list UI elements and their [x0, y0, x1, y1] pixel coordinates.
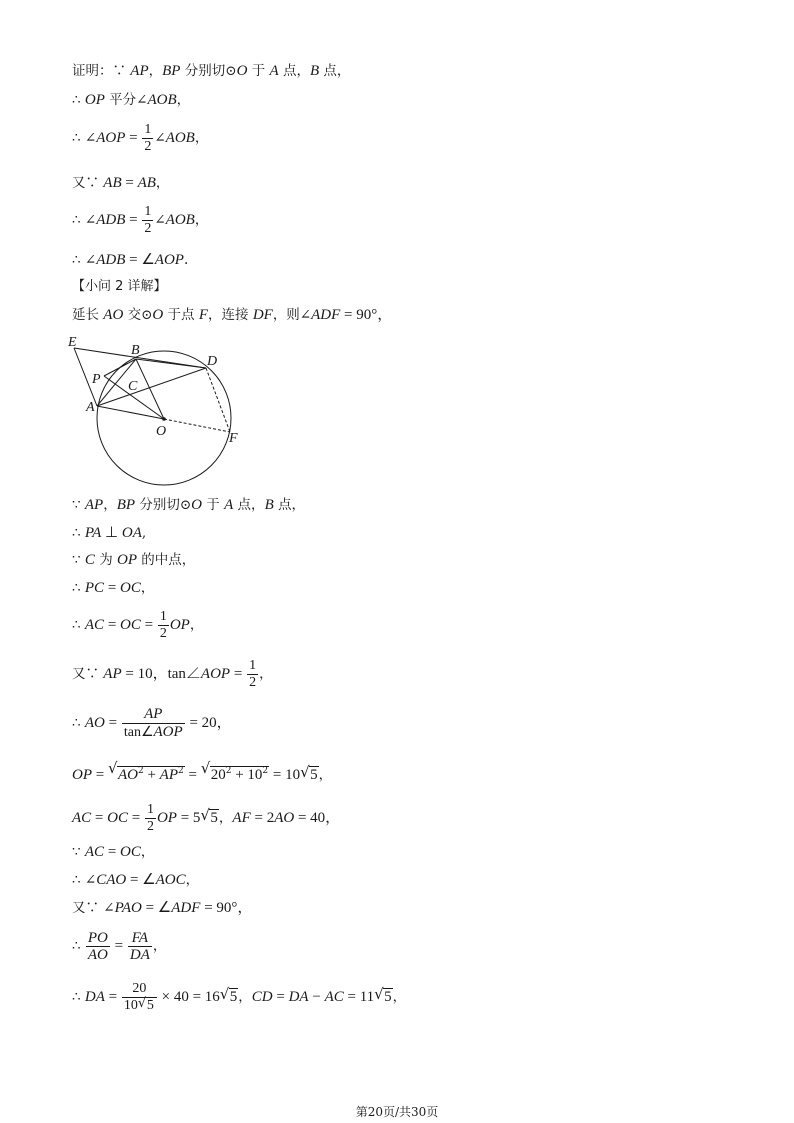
fraction-one-half: $\frac{1}{2}$: [159, 609, 167, 641]
line-o-f-dashed: [164, 419, 230, 432]
label-o: O: [156, 424, 167, 439]
section-heading: 【小问 2 详解】: [72, 279, 167, 294]
proof-line-8: 延长 AO 交⊙O 于点 F，连接 DF，则∠ADF = 90°，: [72, 307, 393, 323]
label-a: A: [86, 400, 95, 415]
label-b: B: [131, 343, 140, 358]
sqrt-5: √ 5: [374, 985, 392, 1005]
fraction-one-half: $\frac{1}{2}$: [144, 122, 152, 154]
fraction-one-half: $\frac{1}{2}$: [146, 802, 154, 834]
proof-line-1: 证明：∵ AP，BP 分别切⊙O 于 A 点，B 点，: [72, 63, 351, 79]
sqrt-ao-ap: √ $AO^2 + AP^2$: [107, 759, 184, 783]
sqrt-20-10: √ $20^2 + 10^2$: [200, 759, 269, 783]
page-footer: 第20页/共30页: [355, 1105, 439, 1119]
proof-line-14: 又∵ AP = 10，tan∠AOP = $\frac{1}{2}$ ，: [72, 658, 273, 690]
label-e: E: [68, 335, 77, 350]
proof-line-22: ∴ DA = 20 10 √ 5 × 40 = 16 √ 5，CD = DA − AC = 11 √ 5，: [72, 981, 407, 1013]
line-b-d: [136, 359, 206, 368]
label-d: D: [207, 354, 218, 369]
label-c: C: [128, 379, 138, 394]
proof-line-5: ∴ ∠ADB = $\frac{1}{2}$ ∠AOB，: [72, 204, 209, 236]
proof-line-3: ∴ ∠AOP = $\frac{1}{2}$ ∠AOB，: [72, 122, 209, 154]
fraction-20-over-10sqrt5: 20 10 √ 5: [122, 981, 157, 1014]
fraction-po-ao: $\frac{PO}{AO}$: [87, 930, 108, 963]
fraction-one-half: $\frac{1}{2}$: [249, 658, 257, 690]
proof-line-19: ∴ ∠CAO = ∠AOC，: [72, 872, 200, 888]
fraction-fa-da: $\frac{FA}{DA}$: [129, 930, 150, 963]
geometry-figure: [66, 332, 256, 492]
proof-line-2: ∴ OP 平分∠AOB，: [72, 92, 191, 108]
proof-line-16: OP = √ $AO^2 + AP^2$ = √ $20^2 + 10^2 = 10$ √ 5，: [72, 759, 333, 783]
proof-line-6: ∴ ∠ADB = ∠AOP.: [72, 252, 189, 268]
sqrt-5: √ 5: [200, 806, 218, 826]
proof-line-21: ∴ $\frac{PO}{AO}$ = $\frac{FA}{DA}$ ，: [72, 930, 167, 963]
fraction-ap-over-tan: $\frac{AP}{\text{tan∠AOP}}$: [123, 706, 183, 740]
label-p: P: [92, 372, 101, 387]
proof-line-11: ∵ C 为 OP 的中点，: [72, 552, 196, 568]
proof-line-12: ∴ PC = OC，: [72, 580, 155, 596]
proof-line-20: 又∵ ∠PAO = ∠ADF = 90°，: [72, 900, 253, 916]
proof-line-13: ∴ AC = OC = $\frac{1}{2}$ OP，: [72, 609, 204, 641]
line-a-o: [97, 406, 164, 419]
sqrt-5: √ 5: [300, 763, 318, 783]
proof-line-4: 又∵ AB = AB，: [72, 175, 170, 191]
line-b-o: [136, 359, 164, 419]
proof-line-9: ∵ AP，BP 分别切⊙O 于 A 点，B 点，: [72, 497, 306, 513]
label-f: F: [229, 431, 238, 446]
proof-line-15: ∴ AO = $\frac{AP}{\text{tan∠AOP}}$ = 20，: [72, 706, 232, 740]
line-p-b: [104, 359, 136, 376]
fraction-one-half: $\frac{1}{2}$: [144, 204, 152, 236]
proof-line-10: ∴ PA ⊥ OA,: [72, 525, 147, 541]
sqrt-5: √ 5: [219, 985, 238, 1005]
proof-line-18: ∵ AC = OC，: [72, 844, 155, 860]
proof-line-17: AC = OC = $\frac{1}{2}$ OP = 5 √ 5，AF = 2AO = 40，: [72, 802, 341, 834]
